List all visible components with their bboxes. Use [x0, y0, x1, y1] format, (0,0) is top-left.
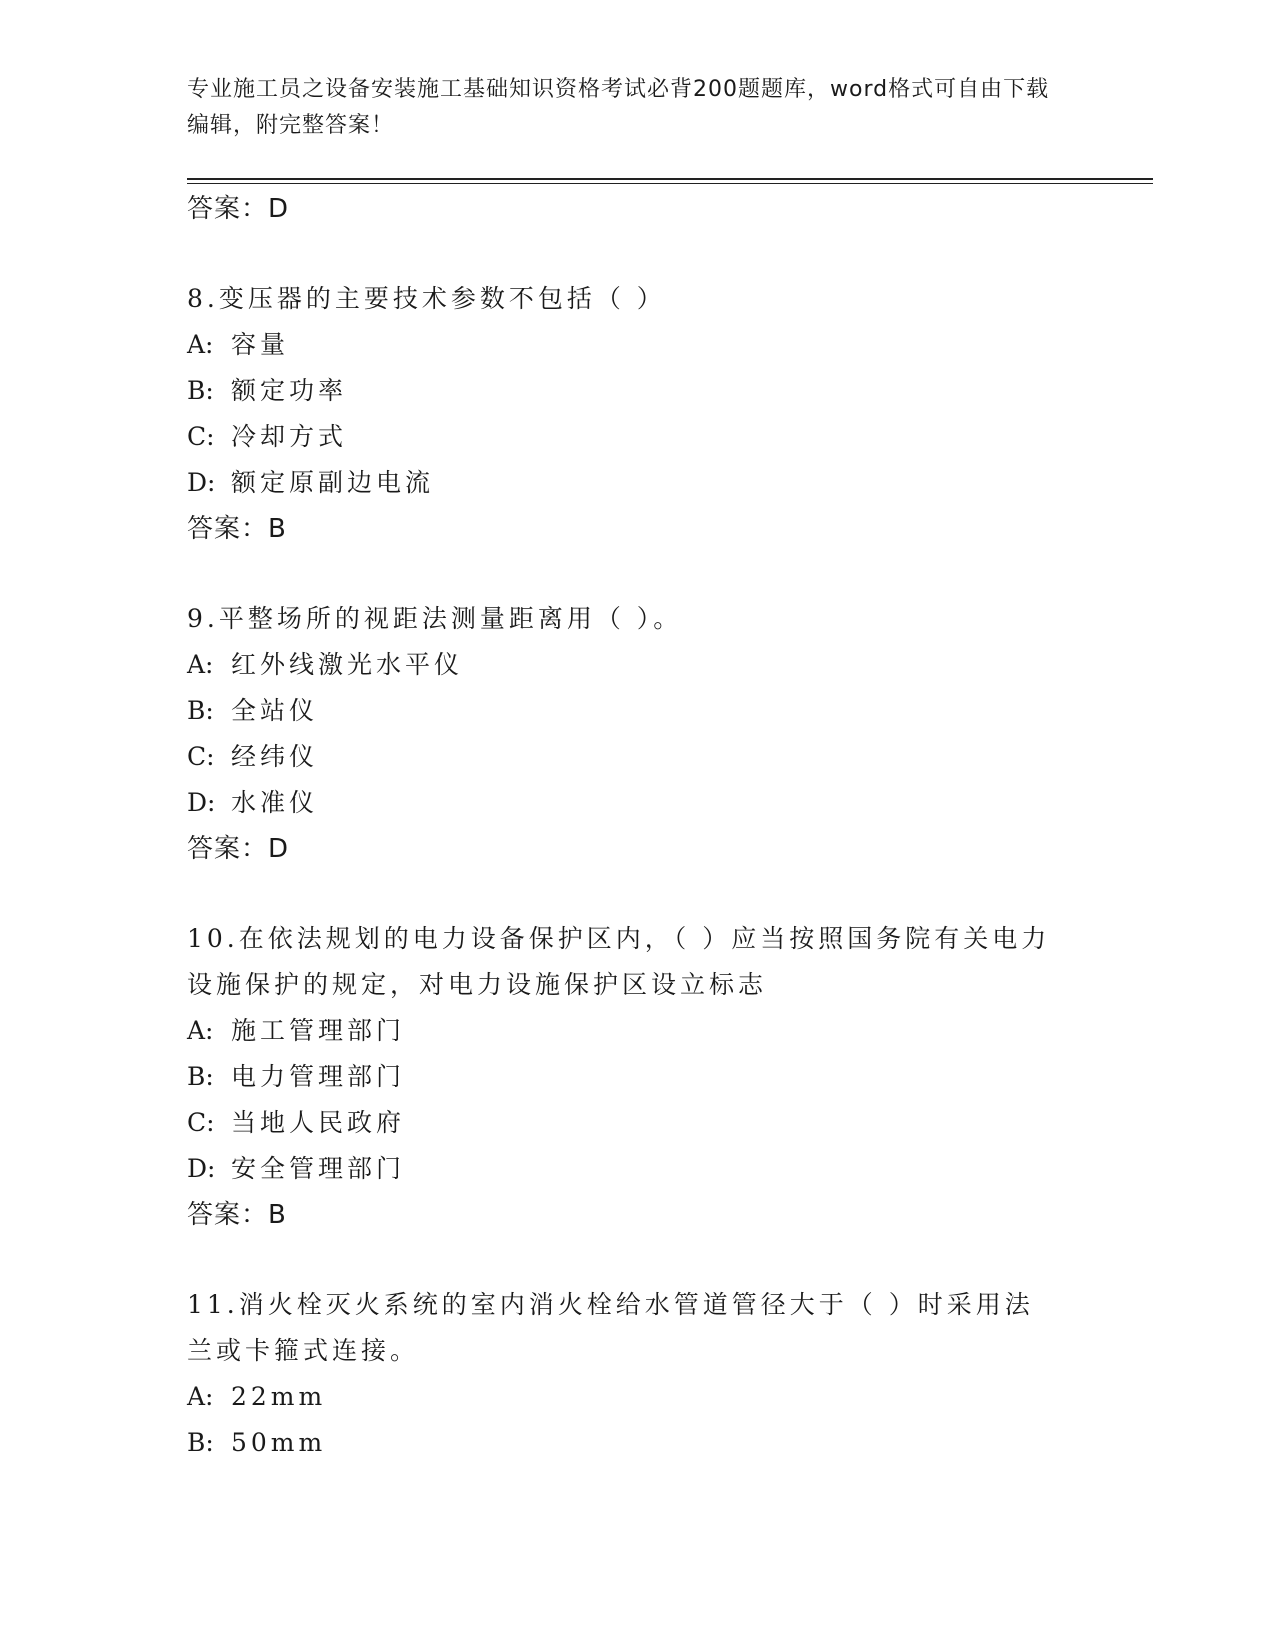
- option-b: [187, 368, 1087, 414]
- option-a: [187, 1374, 1087, 1420]
- option-label: D:: [187, 468, 216, 497]
- option-label: D:: [187, 788, 216, 817]
- option-d: [187, 780, 1087, 826]
- option-c: [187, 734, 1087, 780]
- question-block: [187, 1282, 1087, 1466]
- option-c: [187, 1100, 1087, 1146]
- question-stem: 9.平整场所的视距法测量距离用（ ）。: [187, 604, 683, 633]
- answer-line: 答案：B: [187, 514, 287, 544]
- option-text: 22mm: [231, 1382, 327, 1411]
- option-label: A:: [187, 1382, 214, 1411]
- option-b: [187, 688, 1087, 734]
- option-text: 红外线激光水平仪: [231, 650, 464, 679]
- question-block: [187, 916, 1087, 1238]
- option-text: 50mm: [231, 1428, 327, 1457]
- option-text: 额定功率: [231, 376, 348, 405]
- option-c: [187, 414, 1087, 460]
- option-a: [187, 322, 1087, 368]
- question-block: [187, 276, 1087, 552]
- option-label: C:: [187, 422, 215, 451]
- option-label: A:: [187, 1016, 214, 1045]
- option-text: 冷却方式: [231, 422, 348, 451]
- option-a: [187, 642, 1087, 688]
- question-stem: 8.变压器的主要技术参数不包括（ ）: [187, 284, 666, 313]
- header-divider-thick: [187, 178, 1153, 180]
- answer-line: 答案：D: [187, 834, 290, 864]
- option-text: 额定原副边电流: [231, 468, 435, 497]
- option-b: [187, 1054, 1087, 1100]
- question-stem: 11.消火栓灭火系统的室内消火栓给水管道管径大于（ ）时采用法兰或卡箍式连接。: [187, 1290, 1034, 1365]
- option-text: 全站仪: [231, 696, 319, 725]
- option-label: D:: [187, 1154, 216, 1183]
- header-divider-thin: [187, 183, 1153, 184]
- option-label: B:: [187, 1062, 214, 1091]
- option-text: 经纬仪: [231, 742, 319, 771]
- question-list: [187, 186, 1087, 1466]
- option-text: 电力管理部门: [231, 1062, 406, 1091]
- option-text: 当地人民政府: [231, 1108, 406, 1137]
- option-d: [187, 460, 1087, 506]
- option-text: 容量: [231, 330, 290, 359]
- option-a: [187, 1008, 1087, 1054]
- option-d: [187, 1146, 1087, 1192]
- question-block: [187, 596, 1087, 872]
- option-label: B:: [187, 696, 214, 725]
- option-label: A:: [187, 650, 214, 679]
- option-text: 水准仪: [231, 788, 319, 817]
- answer-line: 答案：D: [187, 194, 290, 224]
- option-label: B:: [187, 1428, 214, 1457]
- question-stem: 10.在依法规划的电力设备保护区内，（ ）应当按照国务院有关电力设施保护的规定，对电力设施保护区设立标志: [187, 924, 1051, 999]
- option-b: [187, 1420, 1087, 1466]
- option-label: C:: [187, 742, 215, 771]
- option-label: B:: [187, 376, 214, 405]
- option-text: 施工管理部门: [231, 1016, 406, 1045]
- option-label: C:: [187, 1108, 215, 1137]
- option-label: A:: [187, 330, 214, 359]
- answer-line: 答案：B: [187, 1200, 287, 1230]
- document-header: 专业施工员之设备安装施工基础知识资格考试必背200题题库，word格式可自由下载编辑，附完整答案！: [187, 77, 1050, 138]
- option-text: 安全管理部门: [231, 1154, 406, 1183]
